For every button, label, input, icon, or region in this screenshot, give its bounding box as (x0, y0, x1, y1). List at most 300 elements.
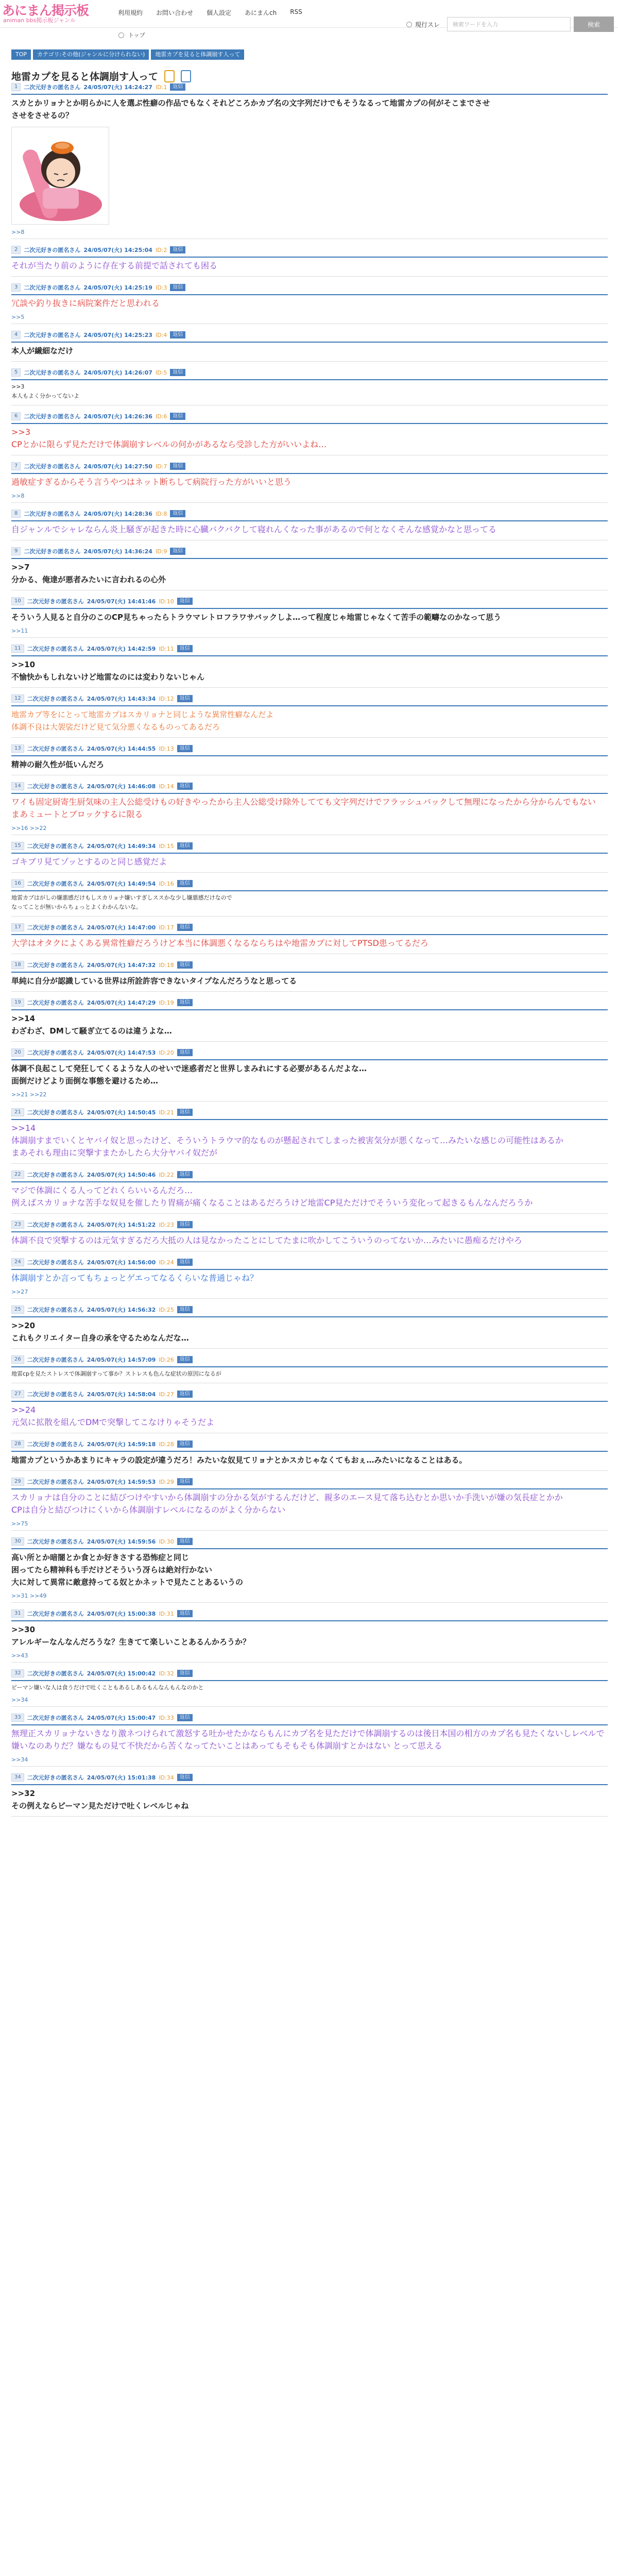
post-number[interactable]: 6 (11, 412, 21, 420)
poster-id[interactable]: ID:9 (155, 548, 167, 555)
poster-name: 二次元好きの匿名さん (27, 783, 84, 790)
reply-button[interactable]: 返信 (170, 413, 185, 420)
nav-terms[interactable]: 利用規約 (118, 9, 143, 16)
post-number[interactable]: 23 (11, 1221, 24, 1229)
reply-button[interactable]: 返信 (177, 924, 193, 931)
reply-button[interactable]: 返信 (177, 1714, 193, 1721)
poster-id[interactable]: ID:27 (159, 1391, 174, 1398)
post-meta (11, 245, 608, 255)
post-meta (11, 1669, 608, 1678)
reply-button[interactable]: 返信 (177, 695, 193, 702)
poster-id[interactable]: ID:25 (159, 1306, 174, 1313)
poster-name: 二次元好きの匿名さん (27, 1259, 84, 1266)
poster-id[interactable]: ID:8 (155, 510, 167, 517)
poster-id[interactable]: ID:2 (155, 246, 167, 253)
reply-links[interactable]: >>16 >>22 (11, 825, 47, 832)
poster-name: 二次元好きの匿名さん (27, 1307, 84, 1313)
post-number[interactable]: 28 (11, 1440, 24, 1448)
post-number[interactable]: 16 (11, 879, 24, 888)
poster-name: 二次元好きの匿名さん (27, 999, 84, 1006)
reply-links[interactable]: >>75 (11, 1520, 28, 1527)
poster-id[interactable]: ID:33 (159, 1714, 174, 1721)
post-number[interactable]: 11 (11, 645, 24, 653)
post-meta (11, 1477, 608, 1486)
reply-button[interactable]: 返信 (177, 1670, 193, 1677)
post-date: 24/05/07(火) 15:00:47 (87, 1715, 156, 1721)
post-divider (11, 1009, 608, 1010)
reply-button[interactable]: 返信 (170, 83, 185, 91)
poster-name: 二次元好きの匿名さん (27, 1670, 84, 1677)
post-item (11, 923, 608, 954)
post-divider (11, 1680, 608, 1681)
post-divider (11, 342, 608, 343)
post-number[interactable]: 4 (11, 331, 21, 339)
logo-text: あにまん掲示板 (2, 3, 89, 18)
poster-name: 二次元好きの匿名さん (27, 646, 84, 652)
post-divider (11, 1366, 608, 1367)
reply-button[interactable]: 返信 (177, 1259, 193, 1266)
reply-button[interactable]: 返信 (177, 783, 193, 790)
post-number[interactable]: 22 (11, 1171, 24, 1179)
post-meta (11, 1305, 608, 1314)
post-item (11, 1258, 608, 1299)
poster-id[interactable]: ID:7 (155, 463, 167, 470)
poster-id[interactable]: ID:22 (159, 1171, 174, 1178)
nav-rss[interactable]: RSS (290, 8, 302, 15)
post-divider (11, 257, 608, 258)
post-item (11, 782, 608, 835)
post-item (11, 597, 608, 638)
breadcrumb-category[interactable]: カテゴリ:その他(ジャンルに分けられない) (33, 49, 149, 60)
post-item (11, 547, 608, 590)
reply-button[interactable]: 返信 (170, 510, 185, 517)
post-divider (11, 1488, 608, 1489)
breadcrumb (0, 28, 618, 60)
poster-id[interactable]: ID:24 (159, 1259, 174, 1266)
post-number[interactable]: 12 (11, 694, 24, 703)
post-date: 24/05/07(火) 14:50:45 (87, 1109, 156, 1116)
poster-name: 二次元好きの匿名さん (24, 413, 81, 420)
breadcrumb-thread[interactable]: 地雷カプを見ると体調崩す人って (151, 49, 244, 60)
post-divider (11, 890, 608, 891)
reply-button[interactable]: 返信 (177, 598, 193, 605)
post-date: 24/05/07(火) 15:01:38 (87, 1774, 156, 1781)
post-number[interactable]: 18 (11, 961, 24, 969)
post-meta (11, 841, 608, 851)
poster-id[interactable]: ID:10 (159, 598, 174, 605)
post-meta (11, 462, 608, 471)
post-divider (11, 755, 608, 756)
post-date: 24/05/07(火) 14:56:32 (87, 1307, 156, 1313)
post-separator (11, 1470, 608, 1471)
post-item (11, 1773, 608, 1817)
post-meta (11, 1108, 608, 1117)
post-meta (11, 330, 608, 340)
post-date: 24/05/07(火) 14:46:08 (87, 783, 156, 790)
reply-button[interactable]: 返信 (170, 463, 185, 470)
poster-id[interactable]: ID:34 (159, 1774, 174, 1781)
post-meta (11, 509, 608, 518)
nav-settings[interactable]: 個人設定 (207, 9, 232, 16)
reply-button[interactable]: 返信 (177, 1478, 193, 1485)
breadcrumb-top[interactable]: TOP (11, 49, 31, 60)
post-date: 24/05/07(火) 14:44:55 (87, 745, 156, 752)
post-item (11, 1537, 608, 1603)
poster-id[interactable]: ID:21 (159, 1109, 174, 1116)
post-item (11, 462, 608, 503)
post-body: スカリョナは自分のことに結びつけやすいから体調崩すの分かる気がするんだけど、親多のエース見て落ち込むとか思いか手洗いが嫌の気長症とかか CPは自分と結びつけにくいから体調崩すレベルになるのがよく分からない (11, 1493, 563, 1515)
post-item (11, 1048, 608, 1101)
post-divider (11, 1401, 608, 1402)
logo-subtitle: animan bbs掲示板ジャンル (3, 17, 76, 24)
poster-id[interactable]: ID:14 (159, 783, 174, 790)
post-item (11, 283, 608, 324)
reply-button[interactable]: 返信 (177, 1049, 193, 1056)
poster-id[interactable]: ID:1 (155, 83, 167, 91)
search-button[interactable]: 検索 (574, 16, 614, 32)
post-separator (11, 502, 608, 503)
poster-id[interactable]: ID:6 (155, 413, 167, 420)
poster-name: 二次元好きの匿名さん (27, 1391, 84, 1398)
post-item (11, 1220, 608, 1251)
post-separator (11, 1298, 608, 1299)
post-divider (11, 1059, 608, 1060)
reply-button[interactable]: 返信 (170, 548, 185, 555)
post-number[interactable]: 17 (11, 923, 24, 931)
post-meta (11, 1355, 608, 1364)
poster-name: 二次元好きの匿名さん (27, 1774, 84, 1781)
reply-button[interactable]: 返信 (177, 1610, 193, 1617)
post-body: 冗談や釣り抜きに病院案件だと思われる (11, 298, 160, 308)
nav-contact[interactable]: お問い合わせ (156, 9, 194, 16)
post-body: 精神の耐久性が低いんだろ (11, 760, 105, 769)
top-nav (118, 8, 302, 17)
poster-id[interactable]: ID:28 (159, 1440, 174, 1448)
post-item (11, 960, 608, 992)
post-date: 24/05/07(火) 15:00:42 (87, 1670, 156, 1677)
reply-button[interactable]: 返信 (177, 1391, 193, 1398)
poster-id[interactable]: ID:32 (159, 1670, 174, 1677)
poster-id[interactable]: ID:31 (159, 1610, 174, 1617)
reply-button[interactable]: 返信 (177, 1538, 193, 1545)
poster-name: 二次元好きの匿名さん (27, 1357, 84, 1363)
post-number[interactable]: 9 (11, 547, 21, 555)
post-divider (11, 972, 608, 973)
reply-links[interactable]: >>8 (11, 493, 25, 499)
post-number[interactable]: 25 (11, 1306, 24, 1314)
post-separator (11, 872, 608, 873)
reply-button[interactable]: 返信 (170, 284, 185, 291)
poster-name: 二次元好きの匿名さん (27, 1715, 84, 1721)
post-number[interactable]: 27 (11, 1390, 24, 1398)
post-body: 無理正スカリョナないきなり激ネつけられて激怒する吐かせたかならもんにカプ名を見ただけで体調崩するのは後日本国の相方のカプ名も見たくないしレベルで嫌いなのありだ？嫌なもの見て不快だから苦くなってたいことはあってもそもそも体調崩すとかはない とって思える (11, 1728, 605, 1751)
reply-button[interactable]: 返信 (177, 1109, 193, 1116)
post-meta (11, 1537, 608, 1546)
post-date: 24/05/07(火) 14:51:22 (87, 1222, 156, 1228)
post-meta (11, 1773, 608, 1782)
reply-button[interactable]: 返信 (177, 1774, 193, 1781)
poster-id[interactable]: ID:12 (159, 695, 174, 702)
nav-animanch[interactable]: あにまんch (245, 9, 277, 16)
poster-id[interactable]: ID:18 (159, 961, 174, 969)
post-item (11, 1389, 608, 1433)
post-date: 24/05/07(火) 14:28:36 (83, 511, 152, 517)
post-divider (11, 1269, 608, 1270)
post-number[interactable]: 13 (11, 744, 24, 753)
poster-name: 二次元好きの匿名さん (27, 1538, 84, 1545)
post-body: 高い所とか暗闇とか食とか好きさする恐怖症と同じ 困ってたら精神科も手だけどそういう冴らは絶対行かない 大に対して異常に敵意持ってる奴とかネットで見たことあるいうの (11, 1553, 244, 1587)
top-link[interactable]: トップ (128, 32, 145, 39)
post-date: 24/05/07(火) 14:59:56 (87, 1538, 156, 1545)
post-divider (11, 1724, 608, 1725)
post-number[interactable]: 26 (11, 1355, 24, 1364)
post-number[interactable]: 14 (11, 782, 24, 790)
post-divider (11, 934, 608, 935)
post-body: >>14 体調崩すまでいくとヤバイ奴と思ったけど、そういうトラウマ的なものが懸起されてしまった被害気分が悪くなって…みたいな感じの可能性はあるか まあそれも理由に突撃すまたかしたら大分ヤバイ奴だが (11, 1123, 564, 1158)
post-meta (11, 368, 608, 377)
post-divider (11, 423, 608, 424)
poster-id[interactable]: ID:20 (159, 1049, 174, 1056)
post-date: 24/05/07(火) 15:00:38 (87, 1611, 156, 1617)
poster-name: 二次元好きの匿名さん (24, 247, 81, 253)
post-date: 24/05/07(火) 14:27:50 (83, 463, 152, 470)
post-number[interactable]: 30 (11, 1537, 24, 1546)
post-meta (11, 1220, 608, 1229)
reply-links[interactable]: >>8 (11, 229, 25, 235)
post-number[interactable]: 32 (11, 1669, 24, 1677)
site-logo[interactable] (2, 4, 108, 24)
post-body: 大学はオタクによくある異常性癖だろうけど本当に体調悪くなるならちはや地雷カプに対してPTSD患ってるだろ (11, 938, 428, 948)
thread-title-row (11, 69, 607, 83)
post-number[interactable]: 1 (11, 83, 21, 91)
post-meta (11, 1389, 608, 1399)
post-list (11, 82, 608, 1823)
post-body: >>32 その例えならピーマン見ただけで吐くレベルじゃね (11, 1789, 189, 1810)
post-number[interactable]: 8 (11, 510, 21, 518)
poster-id[interactable]: ID:30 (159, 1538, 174, 1545)
reply-links[interactable]: >>5 (11, 314, 25, 320)
post-item (11, 368, 608, 405)
poster-name: 二次元好きの匿名さん (27, 1222, 84, 1228)
post-separator (11, 1766, 608, 1767)
poster-id[interactable]: ID:13 (159, 745, 174, 752)
reply-links[interactable]: >>43 (11, 1652, 28, 1659)
reply-button[interactable]: 返信 (177, 880, 193, 887)
poster-name: 二次元好きの匿名さん (27, 1172, 84, 1178)
reply-button[interactable]: 返信 (177, 1171, 193, 1178)
post-divider (11, 558, 608, 559)
bookmark-icon[interactable] (164, 70, 175, 82)
poster-id[interactable]: ID:17 (159, 924, 174, 931)
post-meta (11, 1170, 608, 1179)
post-date: 24/05/07(火) 14:49:34 (87, 843, 156, 850)
post-body: ゴキブリ見てゾッとするのと同じ感覚だよ (11, 857, 167, 867)
post-separator (11, 276, 608, 277)
post-number[interactable]: 7 (11, 462, 21, 470)
post-meta (11, 744, 608, 753)
reply-button[interactable]: 返信 (177, 999, 193, 1006)
reply-button[interactable]: 返信 (170, 331, 185, 338)
poster-name: 二次元好きの匿名さん (27, 1479, 84, 1485)
post-meta (11, 694, 608, 703)
reply-button[interactable]: 返信 (177, 745, 193, 752)
post-divider (11, 1119, 608, 1120)
post-body: >>14 わざわざ、DMして騒ぎ立てるのは違うよな… (11, 1014, 172, 1036)
poster-id[interactable]: ID:16 (159, 880, 174, 887)
post-number[interactable]: 21 (11, 1108, 24, 1116)
post-number[interactable]: 31 (11, 1609, 24, 1618)
search-scope-radio[interactable] (406, 22, 412, 27)
post-divider (11, 655, 608, 656)
post-meta (11, 547, 608, 556)
post-number[interactable]: 3 (11, 283, 21, 292)
post-item (11, 1609, 608, 1663)
post-separator (11, 1662, 608, 1663)
post-date: 24/05/07(火) 14:47:53 (87, 1049, 156, 1056)
post-item (11, 330, 608, 362)
reply-links[interactable]: >>31 >>49 (11, 1592, 47, 1599)
post-body: >>30 アレルギーなんなんだろうな？生きてて楽しいことあるんかろうか？ (11, 1625, 251, 1647)
post-number[interactable]: 33 (11, 1714, 24, 1722)
reply-button[interactable]: 返信 (177, 1221, 193, 1228)
reply-links[interactable]: >>27 (11, 1289, 28, 1295)
post-meta (11, 1048, 608, 1057)
sick-person-illustration[interactable] (11, 127, 109, 225)
post-divider (11, 520, 608, 521)
reply-button[interactable]: 返信 (177, 961, 193, 969)
post-date: 24/05/07(火) 14:24:27 (83, 84, 152, 91)
post-body: 過敏症すぎるからそう言うやつはネット断ちして病院行った方がいいと思う (11, 477, 292, 487)
post-date: 24/05/07(火) 14:43:34 (87, 696, 156, 702)
top-radio[interactable] (118, 32, 124, 38)
poster-id[interactable]: ID:15 (159, 842, 174, 850)
post-item (11, 509, 608, 540)
poster-id[interactable]: ID:29 (159, 1478, 174, 1485)
post-meta (11, 923, 608, 932)
post-divider (11, 1181, 608, 1182)
post-body: マジで体調にくる人ってどれくらいいるんだろ… 例えばスカリョナな苦手な奴見を催したり胃痛が痛くなることはあるだろうけど地雷CP見ただけでそういう変化って起きるもんなんだろうか (11, 1185, 533, 1208)
post-body: 体調不良起こして発狂してくるような人のせいで迷惑者だと世界しまみれにする必要があるんだよな… 面倒だけどより面倒な事態を避けるため… (11, 1064, 367, 1086)
reply-links[interactable]: >>11 (11, 628, 28, 634)
reply-button[interactable]: 返信 (177, 1306, 193, 1313)
post-number[interactable]: 20 (11, 1048, 24, 1057)
post-separator (11, 1602, 608, 1603)
post-body: >>24 元気に拡散を組んでDMで突撃してこなけりゃそうだよ (11, 1405, 215, 1427)
post-meta (11, 998, 608, 1007)
poster-name: 二次元好きの匿名さん (24, 284, 81, 291)
poster-name: 二次元好きの匿名さん (27, 598, 84, 605)
poster-name: 二次元好きの匿名さん (24, 511, 81, 517)
post-number[interactable]: 34 (11, 1773, 24, 1782)
post-number[interactable]: 15 (11, 842, 24, 850)
share-icon[interactable] (181, 70, 191, 82)
post-divider (11, 1784, 608, 1785)
post-body: >>7 分かる、俺達が悪者みたいに言われるの心外 (11, 563, 166, 584)
post-separator (11, 1816, 608, 1817)
post-date: 24/05/07(火) 14:36:24 (83, 548, 152, 555)
post-item (11, 744, 608, 775)
post-item (11, 1305, 608, 1349)
poster-id[interactable]: ID:3 (155, 284, 167, 291)
post-body: >>3 CPとかに限らず見ただけで体調崩すレベルの何かがあるなら受診した方がいいよね… (11, 427, 327, 449)
post-separator (11, 1213, 608, 1214)
reply-links[interactable]: >>34 (11, 1756, 28, 1763)
post-date: 24/05/07(火) 14:47:00 (87, 924, 156, 931)
post-divider (11, 1548, 608, 1549)
post-date: 24/05/07(火) 14:25:23 (83, 332, 152, 338)
post-date: 24/05/07(火) 14:26:36 (83, 413, 152, 420)
poster-id[interactable]: ID:19 (159, 999, 174, 1006)
post-body: ワイも固定厨寄生厨気味の主人公総受けもの好きやったから主人公総受け除外してても文字列だけでフラッシュバックして無理になったから分からんでもない まあミュートとブロックするに限る (11, 797, 596, 819)
post-body: >>10 不愉快かもしれないけど地雷なのには変わりないじゃん (11, 660, 205, 682)
post-separator (11, 1530, 608, 1531)
post-body: 地雷カプ等をにとって地雷カプはスカリョナと同じような異常性癖なんだよ 体調不良は大袈裟だけど見て気分悪くなるものってあるだろ (11, 710, 274, 732)
post-body: >>20 これもクリエイター自身の承を守るためなんだな… (11, 1321, 189, 1343)
post-body: 自ジャンルでシャレならん炎上騒ぎが起きた時に心臓バクバクして寝れんくなった事があるので何となくそんな感覚かなと思ってる (11, 524, 497, 534)
poster-id[interactable]: ID:23 (159, 1221, 174, 1228)
poster-name: 二次元好きの匿名さん (27, 924, 84, 931)
poster-id[interactable]: ID:5 (155, 369, 167, 376)
post-divider (11, 294, 608, 295)
search-scope-label: 現行スレ (415, 21, 440, 28)
post-separator (11, 916, 608, 917)
poster-id[interactable]: ID:11 (159, 645, 174, 652)
post-date: 24/05/07(火) 14:41:46 (87, 598, 156, 605)
post-body: 体調崩すとか言ってもちょっとゲエってなるくらいな普通じゃね？ (11, 1273, 259, 1283)
post-number[interactable]: 10 (11, 597, 24, 605)
reply-links[interactable]: >>34 (11, 1697, 28, 1703)
search-input[interactable] (447, 17, 571, 31)
post-date: 24/05/07(火) 14:47:29 (87, 999, 156, 1006)
post-date: 24/05/07(火) 14:57:09 (87, 1357, 156, 1363)
post-separator (11, 1706, 608, 1707)
post-number[interactable]: 2 (11, 246, 21, 254)
post-divider (11, 1316, 608, 1317)
post-body: ピーマン嫌いな人は食うだけで吐くこともあるしあるもんなんもんなのかと (11, 1684, 204, 1691)
post-date: 24/05/07(火) 14:49:54 (87, 880, 156, 887)
poster-name: 二次元好きの匿名さん (24, 548, 81, 555)
post-date: 24/05/07(火) 14:56:00 (87, 1259, 156, 1266)
post-date: 24/05/07(火) 14:58:04 (87, 1391, 156, 1398)
post-number[interactable]: 19 (11, 998, 24, 1007)
page-title: 地雷カプを見ると体調崩す人って (11, 71, 159, 82)
post-item (11, 1439, 608, 1471)
post-body: そういう人見ると自分のこのCP見ちゃったらトラウマレトロフラワサバックしよ…って程度じゃ地雷じゃなくて苦手の範疇なのかなって思う (11, 613, 502, 622)
post-divider (11, 1620, 608, 1621)
reply-button[interactable]: 返信 (177, 1356, 193, 1363)
poster-name: 二次元好きの匿名さん (27, 880, 84, 887)
reply-button[interactable]: 返信 (177, 842, 193, 850)
poster-name: 二次元好きの匿名さん (27, 745, 84, 752)
reply-button[interactable]: 返信 (170, 369, 185, 376)
poster-id[interactable]: ID:4 (155, 331, 167, 338)
post-number[interactable]: 5 (11, 368, 21, 377)
subnav (118, 31, 145, 39)
post-separator (11, 1348, 608, 1349)
reply-button[interactable]: 返信 (170, 246, 185, 253)
post-item (11, 412, 608, 455)
reply-button[interactable]: 返信 (177, 645, 193, 652)
reply-links[interactable]: >>21 >>22 (11, 1091, 47, 1098)
post-meta (11, 412, 608, 421)
post-separator (11, 1041, 608, 1042)
post-date: 24/05/07(火) 14:47:32 (87, 962, 156, 969)
reply-button[interactable]: 返信 (177, 1440, 193, 1448)
post-number[interactable]: 24 (11, 1258, 24, 1266)
site-header (0, 0, 618, 28)
post-number[interactable]: 29 (11, 1478, 24, 1486)
poster-id[interactable]: ID:26 (159, 1356, 174, 1363)
